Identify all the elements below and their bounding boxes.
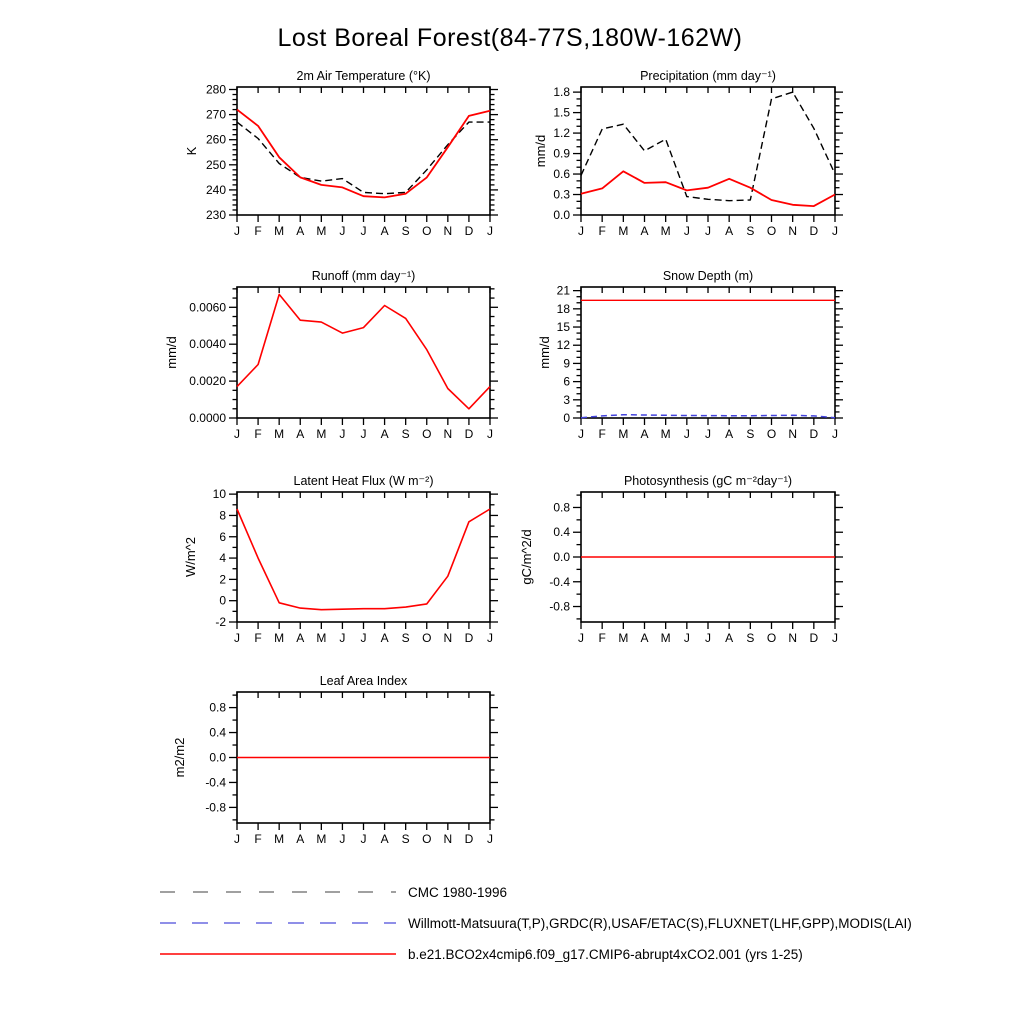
series-obs-cmc [237,122,490,194]
tick-label: 270 [205,107,226,122]
month-label: A [380,631,389,645]
y-axis-label: K [184,146,199,156]
legend-label: CMC 1980-1996 [408,884,508,900]
month-label: F [598,224,606,238]
month-label: M [316,427,327,441]
month-label: D [809,224,819,238]
legend-line-dashed-blue [160,914,396,932]
month-label: O [422,832,432,846]
series-obs-cmc [581,92,835,201]
panel-leaf-area-index [172,674,498,846]
month-label: A [640,427,649,441]
y-axis-label: mm/d [537,336,552,369]
month-label: F [598,631,606,645]
month-label: J [360,832,367,846]
month-label: J [339,832,346,846]
x-ticks [237,692,490,830]
figure-title: Lost Boreal Forest(84-77S,180W-162W) [277,24,743,52]
x-ticks [237,87,490,222]
month-label: M [660,224,671,238]
month-label: J [339,631,346,645]
month-label: J [360,224,367,238]
tick-label: 12 [556,338,570,353]
panel-precipitation [533,69,843,238]
month-label: N [788,224,798,238]
legend-line-dashed-black [160,883,396,901]
month-label: A [380,832,389,846]
month-label: O [422,427,432,441]
month-label: J [487,427,493,441]
tick-label: 1.8 [553,85,570,100]
month-label: M [618,224,629,238]
panel-title: Precipitation (mm day⁻¹) [640,69,776,83]
tick-label: 0.9 [553,146,570,161]
month-label: J [683,427,690,441]
panel-title: Photosynthesis (gC m⁻²day⁻¹) [623,474,793,488]
tick-label: 0.0020 [189,374,226,389]
panel-runoff [164,269,498,441]
month-label: J [234,224,240,238]
tick-label: 21 [556,283,570,298]
month-label: A [380,224,389,238]
month-label: N [443,631,453,645]
month-label: O [766,427,777,441]
tick-label: 250 [205,157,226,172]
month-label: A [380,427,389,441]
tick-label: 0.0 [209,750,226,765]
tick-label: 230 [205,208,226,222]
tick-label: 0.6 [553,167,570,182]
y-ticks [573,291,843,418]
panel-latent-heat-flux [183,474,498,645]
tick-label: 0.0 [553,550,570,564]
month-label: S [746,427,755,441]
month-label: N [443,427,453,441]
month-label: M [316,832,327,846]
month-label: J [832,427,838,441]
legend-entry-willmott [160,914,912,932]
month-label: J [578,224,584,238]
tick-label: 240 [205,182,226,197]
y-axis-label: m2/m2 [172,737,187,778]
legend-label: b.e21.BCO2x4cmip6.f09_g17.CMIP6-abrupt4xCO2.001 (yrs 1-25) [408,946,803,962]
month-label: D [464,631,474,645]
tick-label: 4 [219,551,226,566]
panel-title: Latent Heat Flux (W m⁻²) [293,474,434,488]
month-label: A [725,631,734,645]
tick-label: -2 [215,615,226,629]
month-label: J [683,224,690,238]
month-label: J [705,224,711,238]
month-label: J [487,224,493,238]
tick-label: 9 [563,356,570,371]
y-ticks [229,494,498,622]
tick-label: 18 [556,301,570,316]
panel-title: Snow Depth (m) [662,269,754,283]
month-label: M [316,224,327,238]
tick-label: 6 [219,529,226,544]
tick-label: 8 [219,508,226,523]
tick-label: 0.0000 [189,411,226,425]
month-label: J [234,832,240,846]
month-label: F [254,224,262,238]
x-ticks [581,287,835,425]
month-label: J [832,631,838,645]
month-label: S [401,427,410,441]
month-label: M [274,832,285,846]
month-label: J [578,631,584,645]
plot-frame [237,492,490,622]
tick-label: 0.3 [553,187,570,202]
x-ticks [581,87,835,222]
month-label: A [296,427,305,441]
legend-entry-model [160,945,803,963]
month-label: O [422,224,432,238]
tick-label: 280 [205,82,226,97]
series-model [237,294,490,408]
month-label: J [339,427,346,441]
month-label: A [296,224,305,238]
month-label: O [766,631,777,645]
month-label: F [254,832,262,846]
y-ticks [573,92,843,215]
month-label: M [660,427,671,441]
month-label: J [487,832,493,846]
tick-label: 0.8 [209,700,226,715]
month-label: J [832,224,838,238]
month-label: J [578,427,584,441]
month-label: A [725,224,734,238]
panel-title: Leaf Area Index [319,674,408,688]
plot-frame [581,87,835,215]
month-label: J [683,631,690,645]
plot-frame [581,287,835,418]
y-axis-label: gC/m^2/d [519,529,534,585]
month-label: J [705,631,711,645]
y-axis-label: mm/d [533,134,548,168]
month-label: J [705,427,711,441]
y-axis-label: mm/d [164,336,179,369]
month-label: N [443,224,453,238]
tick-label: 260 [205,132,226,147]
tick-label: -0.8 [205,800,226,815]
month-label: J [360,631,367,645]
month-label: N [788,631,798,645]
month-label: M [660,631,671,645]
tick-label: 0.8 [553,500,570,515]
tick-label: 1.5 [553,105,570,120]
tick-label: 6 [563,374,570,389]
month-label: M [274,631,285,645]
month-label: A [296,631,305,645]
month-label: F [598,427,606,441]
series-model [581,171,835,206]
tick-label: 0.4 [553,525,570,540]
month-label: M [274,224,285,238]
month-label: S [401,631,410,645]
series-model [237,509,490,610]
legend-line-solid-red [160,945,396,963]
tick-label: 1.2 [553,126,570,141]
month-label: J [360,427,367,441]
tick-label: 0.0040 [189,337,226,352]
month-label: O [766,224,777,238]
tick-label: 3 [563,392,570,407]
month-label: N [788,427,798,441]
month-label: S [746,224,755,238]
tick-label: 0 [563,411,570,425]
month-label: S [746,631,755,645]
month-label: J [487,631,493,645]
month-label: D [464,832,474,846]
tick-label: 0.0 [553,208,570,222]
tick-label: 15 [556,320,570,335]
tick-label: 0 [219,593,226,608]
month-label: N [443,832,453,846]
tick-label: 0.0060 [189,300,226,315]
legend-entry-cmc [160,883,507,901]
month-label: A [725,427,734,441]
month-label: D [809,631,819,645]
panel-snow-depth [537,269,843,441]
month-label: M [618,631,629,645]
month-label: F [254,631,262,645]
tick-label: 2 [219,572,226,587]
panel-title: Runoff (mm day⁻¹) [311,269,416,283]
y-axis-label: W/m^2 [183,536,198,578]
month-label: S [401,832,410,846]
panel-photosynthesis [519,474,843,645]
month-label: M [274,427,285,441]
month-label: F [254,427,262,441]
month-label: J [339,224,346,238]
month-label: D [809,427,819,441]
month-label: A [296,832,305,846]
month-label: M [316,631,327,645]
tick-label: -0.4 [205,775,226,790]
panel-title: 2m Air Temperature (°K) [296,69,431,83]
month-label: M [618,427,629,441]
month-label: S [401,224,410,238]
month-label: J [234,427,240,441]
tick-label: -0.8 [549,599,570,614]
month-label: D [464,224,474,238]
tick-label: 10 [212,487,226,502]
month-label: D [464,427,474,441]
legend-label: Willmott-Matsuura(T,P),GRDC(R),USAF/ETAC(S),FLUXNET(LHF,GPP),MODIS(LAI) [408,915,912,931]
tick-label: 0.4 [209,725,226,740]
month-label: A [640,631,649,645]
panel-air-temperature [184,69,498,238]
month-label: J [234,631,240,645]
series-model [237,110,490,198]
month-label: A [640,224,649,238]
tick-label: -0.4 [549,574,570,589]
month-label: O [422,631,432,645]
x-ticks [581,492,835,629]
